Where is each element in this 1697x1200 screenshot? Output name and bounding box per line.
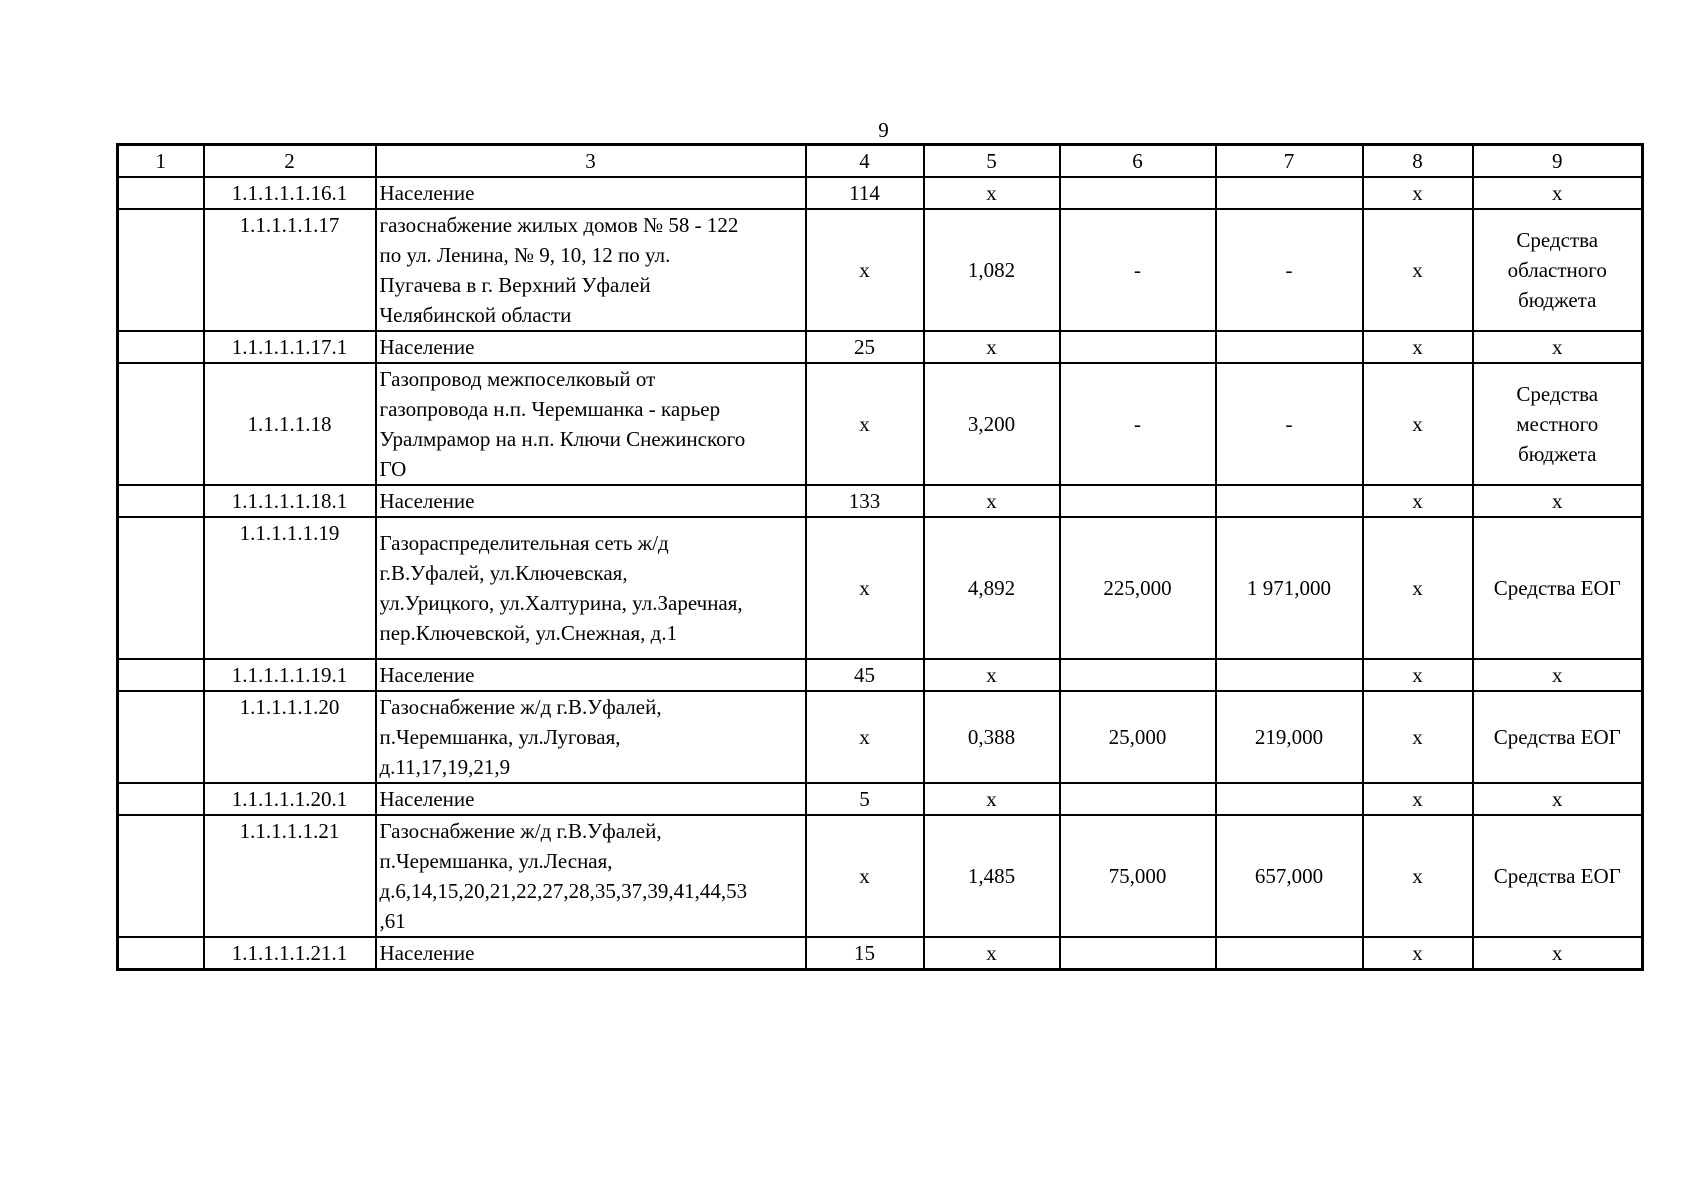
cell-col6: 75,000 bbox=[1060, 815, 1216, 937]
cell-col4: 15 bbox=[806, 937, 924, 970]
cell-col8: x bbox=[1363, 659, 1473, 691]
cell-source-line: x bbox=[1552, 787, 1563, 811]
cell-col5: 1,485 bbox=[924, 815, 1060, 937]
cell-col8: x bbox=[1363, 209, 1473, 331]
cell-name-line: Газопровод межпоселковый от bbox=[379, 367, 656, 391]
header-cell-5: 5 bbox=[924, 145, 1060, 178]
cell-source-line: x bbox=[1552, 181, 1563, 205]
cell-col8: x bbox=[1363, 363, 1473, 485]
cell-name-line: Население bbox=[379, 787, 475, 811]
header-cell-7: 7 bbox=[1216, 145, 1363, 178]
cell-name-line: Население bbox=[379, 663, 475, 687]
cell-name bbox=[376, 331, 806, 363]
cell-name-line: пер.Ключевской, ул.Снежная, д.1 bbox=[379, 621, 678, 645]
cell-col1 bbox=[118, 363, 204, 485]
cell-name bbox=[376, 937, 806, 970]
cell-code: 1.1.1.1.1.17.1 bbox=[204, 331, 376, 363]
cell-code: 1.1.1.1.1.17 bbox=[204, 209, 376, 331]
cell-source bbox=[1473, 815, 1643, 937]
cell-col5: x bbox=[924, 331, 1060, 363]
cell-col7: 1 971,000 bbox=[1216, 517, 1363, 659]
cell-name-line: д.11,17,19,21,9 bbox=[379, 755, 511, 779]
cell-code: 1.1.1.1.1.21.1 bbox=[204, 937, 376, 970]
header-cell-8: 8 bbox=[1363, 145, 1473, 178]
cell-col1 bbox=[118, 815, 204, 937]
cell-col7: 219,000 bbox=[1216, 691, 1363, 783]
cell-source-line: x bbox=[1552, 489, 1563, 513]
cell-source-line: областного bbox=[1507, 258, 1607, 282]
cell-code: 1.1.1.1.1.16.1 bbox=[204, 177, 376, 209]
header-cell-1: 1 bbox=[118, 145, 204, 178]
cell-col5: x bbox=[924, 177, 1060, 209]
cell-source-line: местного bbox=[1516, 412, 1599, 436]
cell-code: 1.1.1.1.1.19 bbox=[204, 517, 376, 659]
cell-col6: - bbox=[1060, 363, 1216, 485]
cell-col7 bbox=[1216, 331, 1363, 363]
cell-col8: x bbox=[1363, 485, 1473, 517]
cell-name bbox=[376, 363, 806, 485]
cell-col1 bbox=[118, 485, 204, 517]
cell-col4: 25 bbox=[806, 331, 924, 363]
cell-code: 1.1.1.1.1.20 bbox=[204, 691, 376, 783]
page-number: 9 bbox=[878, 118, 889, 142]
cell-code: 1.1.1.1.1.21 bbox=[204, 815, 376, 937]
cell-source-line: Средства ЕОГ bbox=[1493, 864, 1621, 888]
cell-name-line: Население bbox=[379, 941, 475, 965]
table-row bbox=[118, 783, 1643, 815]
cell-col5: 0,388 bbox=[924, 691, 1060, 783]
cell-name-line: газопровода н.п. Черемшанка - карьер bbox=[379, 397, 721, 421]
cell-source bbox=[1473, 485, 1643, 517]
cell-name bbox=[376, 209, 806, 331]
cell-source-line: Средства ЕОГ bbox=[1493, 725, 1621, 749]
header-cell-4: 4 bbox=[806, 145, 924, 178]
table-row bbox=[118, 209, 1643, 331]
cell-col1 bbox=[118, 937, 204, 970]
table-row bbox=[118, 937, 1643, 970]
cell-name-line: по ул. Ленина, № 9, 10, 12 по ул. bbox=[379, 243, 671, 267]
cell-name-line: ГО bbox=[379, 457, 407, 481]
cell-col6 bbox=[1060, 659, 1216, 691]
cell-col8: x bbox=[1363, 783, 1473, 815]
cell-col4: 133 bbox=[806, 485, 924, 517]
cell-name-line: Газораспределительная сеть ж/д bbox=[379, 531, 669, 555]
cell-col1 bbox=[118, 177, 204, 209]
table-row bbox=[118, 363, 1643, 485]
cell-name-line: Пугачева в г. Верхний Уфалей bbox=[379, 273, 651, 297]
cell-col6 bbox=[1060, 485, 1216, 517]
cell-name-line: г.В.Уфалей, ул.Ключевская, bbox=[379, 561, 628, 585]
cell-col6: 225,000 bbox=[1060, 517, 1216, 659]
cell-name bbox=[376, 485, 806, 517]
cell-name-line: Население bbox=[379, 489, 475, 513]
cell-source-line: x bbox=[1552, 335, 1563, 359]
header-cell-3: 3 bbox=[376, 145, 806, 178]
cell-name-line: Челябинской области bbox=[379, 303, 572, 327]
header-cell-6: 6 bbox=[1060, 145, 1216, 178]
cell-source bbox=[1473, 659, 1643, 691]
table-row bbox=[118, 485, 1643, 517]
cell-source bbox=[1473, 331, 1643, 363]
table-body bbox=[118, 145, 1643, 970]
cell-name-line: Газоснабжение ж/д г.В.Уфалей, bbox=[379, 819, 662, 843]
cell-col4: 5 bbox=[806, 783, 924, 815]
cell-col4: 114 bbox=[806, 177, 924, 209]
cell-source-line: Средства ЕОГ bbox=[1493, 576, 1621, 600]
cell-name-line: газоснабжение жилых домов № 58 - 122 bbox=[379, 213, 739, 237]
cell-source bbox=[1473, 937, 1643, 970]
cell-col5: x bbox=[924, 485, 1060, 517]
cell-name-line: п.Черемшанка, ул.Луговая, bbox=[379, 725, 621, 749]
table-row bbox=[118, 659, 1643, 691]
cell-name-line: п.Черемшанка, ул.Лесная, bbox=[379, 849, 613, 873]
cell-name bbox=[376, 517, 806, 659]
cell-col6 bbox=[1060, 937, 1216, 970]
cell-col5: x bbox=[924, 937, 1060, 970]
cell-col8: x bbox=[1363, 177, 1473, 209]
cell-name bbox=[376, 783, 806, 815]
program-table bbox=[116, 143, 1644, 971]
cell-source bbox=[1473, 691, 1643, 783]
cell-code: 1.1.1.1.1.18.1 bbox=[204, 485, 376, 517]
cell-col8: x bbox=[1363, 331, 1473, 363]
cell-name bbox=[376, 691, 806, 783]
cell-source bbox=[1473, 177, 1643, 209]
cell-source-line: x bbox=[1552, 663, 1563, 687]
cell-col5: x bbox=[924, 783, 1060, 815]
cell-col6 bbox=[1060, 177, 1216, 209]
header-cell-9: 9 bbox=[1473, 145, 1643, 178]
cell-col4: 45 bbox=[806, 659, 924, 691]
cell-col4: x bbox=[806, 209, 924, 331]
table-row bbox=[118, 517, 1643, 659]
cell-source-line: Средства bbox=[1516, 228, 1599, 252]
cell-name-line: ,61 bbox=[379, 909, 406, 933]
cell-source bbox=[1473, 517, 1643, 659]
cell-source-line: x bbox=[1552, 941, 1563, 965]
cell-col1 bbox=[118, 209, 204, 331]
cell-col5: x bbox=[924, 659, 1060, 691]
cell-name-line: Население bbox=[379, 181, 475, 205]
cell-name-line: д.6,14,15,20,21,22,27,28,35,37,39,41,44,53 bbox=[379, 879, 748, 903]
cell-col7 bbox=[1216, 485, 1363, 517]
cell-col6 bbox=[1060, 331, 1216, 363]
header-cell-2: 2 bbox=[204, 145, 376, 178]
cell-source-line: бюджета bbox=[1518, 288, 1597, 312]
cell-source bbox=[1473, 783, 1643, 815]
cell-col7: - bbox=[1216, 363, 1363, 485]
cell-col8: x bbox=[1363, 691, 1473, 783]
cell-col8: x bbox=[1363, 937, 1473, 970]
table-row bbox=[118, 691, 1643, 783]
cell-source bbox=[1473, 363, 1643, 485]
cell-col4: x bbox=[806, 363, 924, 485]
cell-col6: 25,000 bbox=[1060, 691, 1216, 783]
cell-source-line: бюджета bbox=[1518, 442, 1597, 466]
header-row bbox=[118, 145, 1643, 178]
cell-name-line: Уралмрамор на н.п. Ключи Снежинского bbox=[379, 427, 746, 451]
cell-col1 bbox=[118, 783, 204, 815]
cell-col7 bbox=[1216, 783, 1363, 815]
cell-col8: x bbox=[1363, 815, 1473, 937]
cell-col8: x bbox=[1363, 517, 1473, 659]
cell-col1 bbox=[118, 691, 204, 783]
cell-code: 1.1.1.1.1.19.1 bbox=[204, 659, 376, 691]
cell-col1 bbox=[118, 331, 204, 363]
cell-name bbox=[376, 177, 806, 209]
cell-name bbox=[376, 815, 806, 937]
cell-source-line: Средства bbox=[1516, 382, 1599, 406]
cell-col4: x bbox=[806, 517, 924, 659]
cell-name-line: Газоснабжение ж/д г.В.Уфалей, bbox=[379, 695, 662, 719]
cell-code: 1.1.1.1.1.20.1 bbox=[204, 783, 376, 815]
table-row bbox=[118, 177, 1643, 209]
cell-col7 bbox=[1216, 659, 1363, 691]
cell-col4: x bbox=[806, 691, 924, 783]
cell-col6: - bbox=[1060, 209, 1216, 331]
cell-col1 bbox=[118, 517, 204, 659]
cell-col7: 657,000 bbox=[1216, 815, 1363, 937]
cell-name bbox=[376, 659, 806, 691]
cell-col6 bbox=[1060, 783, 1216, 815]
cell-col5: 1,082 bbox=[924, 209, 1060, 331]
cell-col5: 4,892 bbox=[924, 517, 1060, 659]
cell-col7: - bbox=[1216, 209, 1363, 331]
table-row bbox=[118, 815, 1643, 937]
cell-name-line: Население bbox=[379, 335, 475, 359]
cell-col7 bbox=[1216, 937, 1363, 970]
cell-col4: x bbox=[806, 815, 924, 937]
cell-code: 1.1.1.1.18 bbox=[204, 363, 376, 485]
cell-col5: 3,200 bbox=[924, 363, 1060, 485]
cell-name-line: ул.Урицкого, ул.Халтурина, ул.Заречная, bbox=[379, 591, 743, 615]
table-row bbox=[118, 331, 1643, 363]
cell-source bbox=[1473, 209, 1643, 331]
cell-col7 bbox=[1216, 177, 1363, 209]
cell-col1 bbox=[118, 659, 204, 691]
